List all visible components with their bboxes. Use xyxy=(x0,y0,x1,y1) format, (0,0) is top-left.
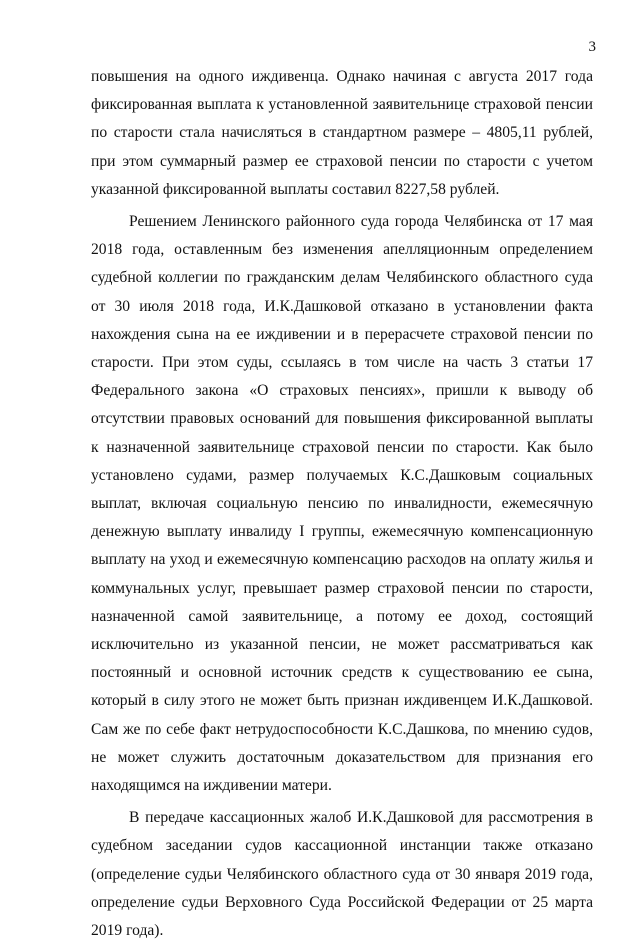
paragraph-continuation: повышения на одного иждивенца. Однако начиная с августа 2017 года фиксированная выплата к установленной заявительнице страховой пенсии по старости стала начисляться в стандартном размере – 4805,11 рублей, при этом суммарный размер ее страховой пенсии по старости с учетом указанной фиксированной выплаты составил 8227,58 рублей. xyxy=(91,68,593,198)
document-body xyxy=(91,63,593,945)
paragraph-court-decision: Решением Ленинского районного суда города Челябинска от 17 мая 2018 года, оставленным без изменения апелляционным определением судебной коллегии по гражданским делам Челябинского областного суда от 30 июля 2018 года, И.К.Дашковой отказано в установлении факта нахождения сына на ее иждивении и в перерасчете страховой пенсии по старости. При этом суды, ссылаясь в том числе на часть 3 статьи 17 Федерального закона «О страховых пенсиях», пришли к выводу об отсутствии правовых оснований для повышения фиксированной выплаты к назначенной заявительнице страховой пенсии по старости. Как было установлено судами, размер получаемых К.С.Дашковым социальных выплат, включая социальную пенсию по инвалидности, ежемесячную денежную выплату инвалиду I группы, ежемесячную компенсационную выплату на уход и ежемесячную компенсацию расходов на оплату жилья и коммунальных услуг, превышает размер страховой пенсии по старости, назначенной самой заявительнице, а потому ее доход, состоящий исключительно из указанной пенсии, не может рассматриваться как постоянный и основной источник средств к существованию ее сына, который в силу этого не может быть признан иждивенцем И.К.Дашковой. Сам же по себе факт нетрудоспособности К.С.Дашкова, по мнению судов, не может служить достаточным доказательством для признания его находящимся на иждивении матери. xyxy=(91,213,593,795)
page-number: 3 xyxy=(588,39,596,55)
paragraph-cassation-refusal: В передаче кассационных жалоб И.К.Дашковой для рассмотрения в судебном заседании судов кассационной инстанции также отказано (определение судьи Челябинского областного суда от 30 января 2019 года, определение судьи Верховного Суда Российской Федерации от 25 марта 2019 года). xyxy=(91,809,593,940)
